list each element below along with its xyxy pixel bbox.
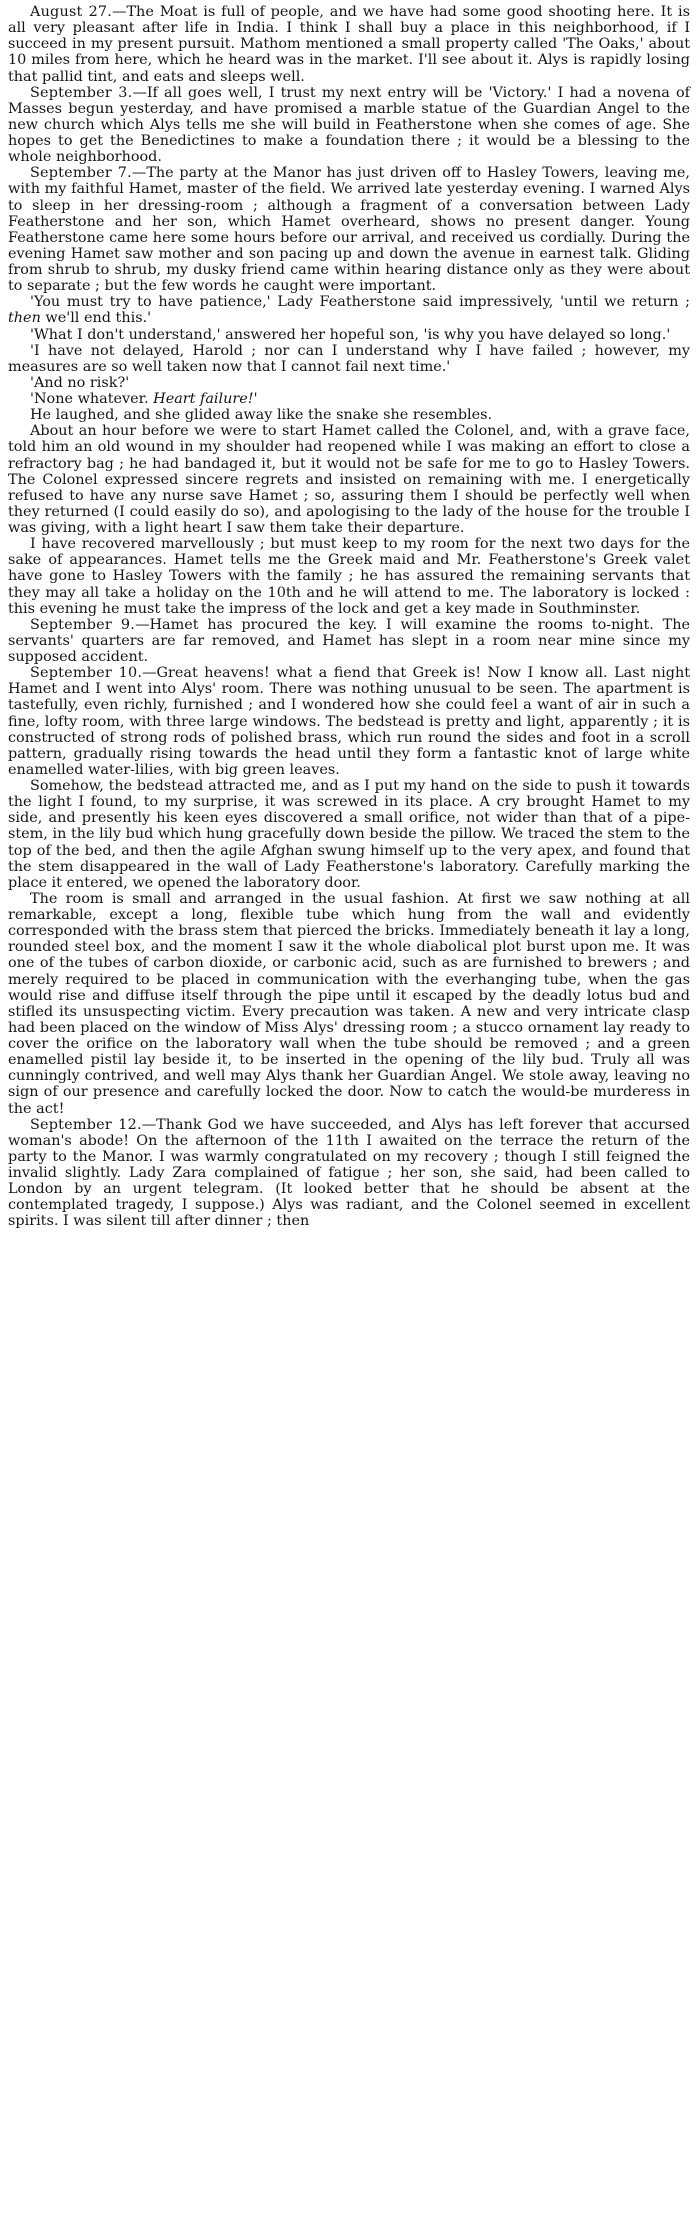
entry-text: —Thank God we have succeeded, and Alys has left forever that accursed woman's abode! On the afternoon of the 11th I awaited on the terrace the return of the party to the Manor. I was warmly congratulated on my recovery ; though I still feigned the invalid slightly. Lady Zara complained of fatigue ; her son, she said, had been called to London by an urgent telegram. (It looked better that he should be absent at the contemplated tragedy, I suppose.) Alys was radiant, and the Colonel seemed in excellent spirits. I was silent till after dinner ; then <box>8 1116 690 1230</box>
entry-date: September 10. <box>30 665 143 682</box>
dialogue-emphasis: Heart failure! <box>153 391 254 407</box>
entry-date: September 12. <box>30 1116 142 1133</box>
entry-text: —The party at the Manor has just driven off to Hasley Towers, leaving me, with my faithful Hamet, master of the field. We arrived late yesterday evening. I warned Alys to sleep in her dressing-room ; although a fragment of a conversation between Lady Featherstone and her son, which Hamet overheard, shows no present danger. Young Featherstone came here some hours before our arrival, and received us cordially. During the evening Hamet saw mother and son pacing up and down the avenue in earnest talk. Gliding from shrub to shrub, my dusky friend came within hearing distance only as they were about to separate ; but the few words he caught were important. <box>8 165 691 295</box>
entry-september-10 <box>8 665 690 778</box>
dialogue-line: 'And no risk?' <box>30 374 130 391</box>
entry-text: —Great heavens! what a fiend that Greek is! Now I know all. Last night Hamet and I went into Alys' room. There was nothing unusual to be seen. The apartment is tastefully, even richly, furnished ; and I wondered how she could feel a want of air in such a fine, lofty room, with three large windows. The bedstead is pretty and light, apparently ; it is constructed of strong rods of polished brass, which run round the sides and foot in a scroll pattern, gradually rising towards the head until they form a fantastic knot of large white enamelled water-lilies, with big green leaves. <box>8 665 690 778</box>
paragraph: Somehow, the bedstead attracted me, and as I put my hand on the side to push it towards the light I found, to my surprise, it was screwed in its place. A cry brought Hamet to my side, and presently his keen eyes discovered a small orifice, not wider than that of a pipe-stem, in the lily bud which hung gracefully down beside the pillow. We traced the stem to the top of the bed, and then the agile Afghan swung himself up to the very apex, and found that the stem disappeared in the wall of Lady Featherstone's laboratory. Carefully marking the place it entered, we opened the laboratory door. <box>8 778 690 891</box>
paragraph: I have recovered marvellously ; but must keep to my room for the next two days for the sake of appearances. Hamet tells me the Greek maid and Mr. Featherstone's Greek valet have gone to Hasley Towers with the family ; he has assured the remaining servants that they may all take a holiday on the 10th and he will attend to me. The laboratory is locked : this evening he must take the impress of the lock and get a key made in Southminster. <box>8 536 690 617</box>
entry-date: September 3. <box>30 84 133 101</box>
entry-date: September 9. <box>30 616 136 633</box>
entry-text: —Hamet has procured the key. I will examine the rooms to-night. The servants' quarters are far removed, and Hamet has slept in a room near mine since my supposed accident. <box>8 616 691 665</box>
dialogue-line: 'What I don't understand,' answered her hopeful son, 'is why you have delayed so long.' <box>30 326 671 343</box>
entry-august-27 <box>8 4 690 85</box>
dialogue-line <box>8 294 690 326</box>
paragraph: The room is small and arranged in the usual fashion. At first we saw nothing at all remarkable, except a long, flexible tube which hung from the wall and evidently corresponded with the brass stem that pierced the bricks. Immediately beneath it lay a long, rounded steel box, and the moment I saw it the whole diabolical plot burst upon me. It was one of the tubes of carbon dioxide, or carbonic acid, such as are furnished to brewers ; and merely required to be placed in communication with the everhanging tube, when the gas would rise and diffuse itself through the pipe until it escaped by the deadly lotus bud and stifled its unsuspecting victim. Every precaution was taken. A new and very intricate clasp had been placed on the window of Miss Alys' dressing room ; a stucco ornament lay ready to cover the orifice on the laboratory wall when the tube should be removed ; and a green enamelled pistil lay beside it, to be inserted in the opening of the lily bud. Truly all was cunningly contrived, and well may Alys thank her Guardian Angel. We stole away, leaving no sign of our presence and carefully locked the door. Now to catch the would-be murderess in the act! <box>8 890 690 1117</box>
dialogue-text: 'None whatever. <box>30 391 154 407</box>
paragraph: About an hour before we were to start Hamet called the Colonel, and, with a grave face, told him an old wound in my shoulder had reopened while I was making an effort to close a refractory bag ; he had bandaged it, but it would not be safe for me to go to Hasley Towers. The Colonel expressed sincere regrets and insisted on remaining with me. I energetically refused to have any nurse save Hamet ; so, assuring them I should be perfectly well when they returned (I could easily do so), and apologising to the lady of the house for the trouble I was giving, with a light heart I saw them take their departure. <box>8 423 690 536</box>
paragraph: He laughed, and she glided away like the snake she resembles. <box>30 407 493 424</box>
entry-text: —The Moat is full of people, and we have had some good shooting here. It is all very pleasant after life in India. I think I shall buy a place in this neighborhood, if I succeed in my present pursuit. Mathom mentioned a small property called 'The Oaks,' about 10 miles from here, which he heard was in the market. I'll see about it. Alys is rapidly losing that pallid tint, and eats and sleeps well. <box>8 4 690 85</box>
entry-september-3 <box>8 85 690 166</box>
dialogue-text: 'You must try to have patience,' Lady Featherstone said impressively, 'until we return ; <box>30 294 690 311</box>
entry-date: September 7. <box>30 165 132 182</box>
dialogue-line <box>8 391 690 407</box>
entry-date: August 27. <box>30 4 113 20</box>
entry-september-7 <box>8 165 690 294</box>
entry-september-9 <box>8 617 690 665</box>
dialogue-text: we'll end this.' <box>40 310 152 327</box>
entry-september-12 <box>8 1117 690 1230</box>
dialogue-line: 'I have not delayed, Harold ; nor can I understand why I have failed ; however, my measures are so well taken now that I cannot fail next time.' <box>8 342 690 375</box>
dialogue-text: ' <box>253 391 258 407</box>
dialogue-emphasis: then <box>8 310 41 327</box>
entry-text: —If all goes well, I trust my next entry will be 'Victory.' I had a novena of Masses begun yesterday, and have promised a marble statue of the Guardian Angel to the new church which Alys tells me she will build in Featherstone when she comes of age. She hopes to get the Benedictines to make a foundation there ; it would be a blessing to the whole neighborhood. <box>8 84 691 166</box>
